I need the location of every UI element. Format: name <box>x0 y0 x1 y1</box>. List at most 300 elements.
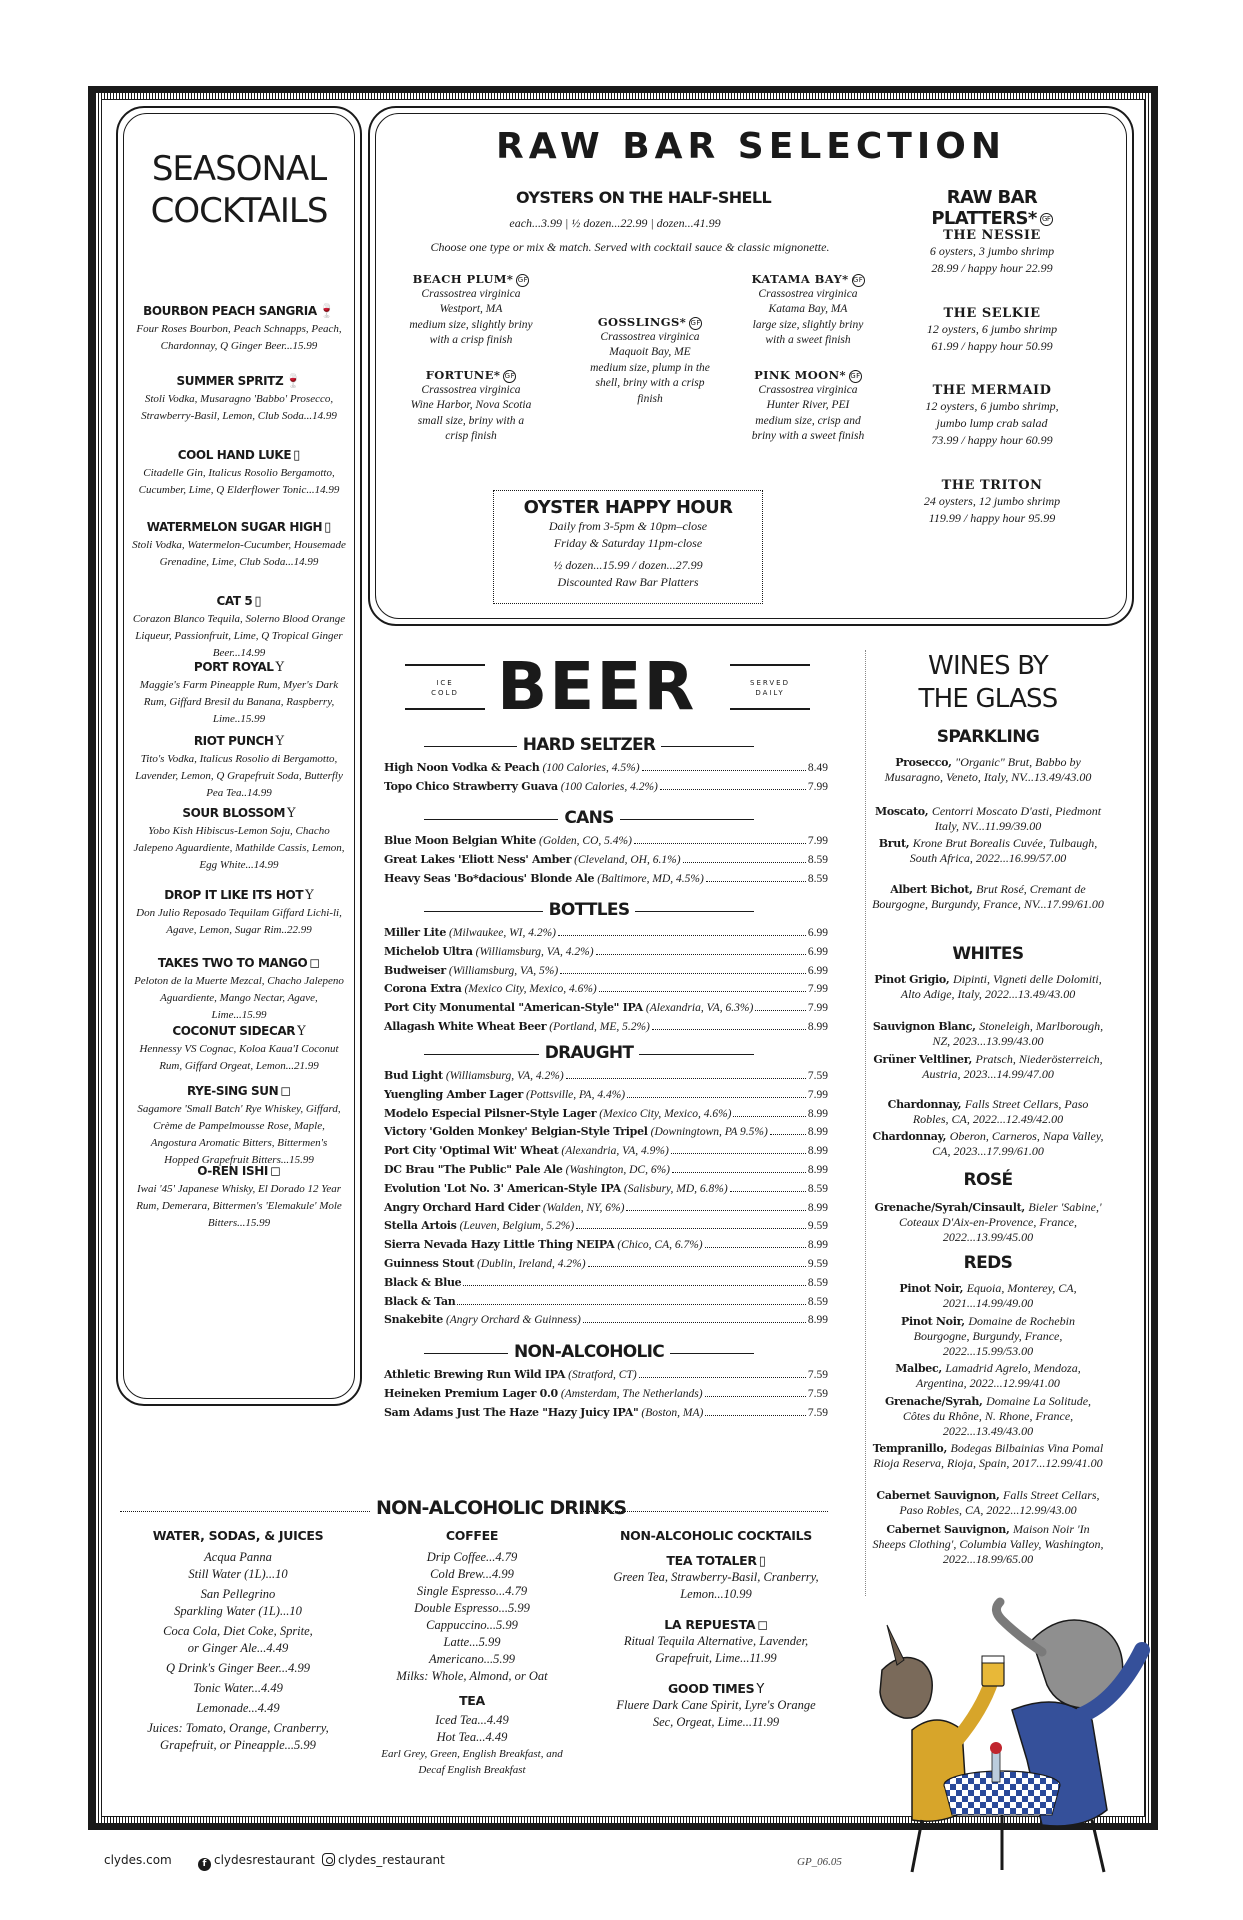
beer-row <box>384 980 828 998</box>
cocktail-description: Hennessy VS Cognac, Koloa Kaua'I Coconut Rum, Giffard Orgeat, Lemon...21.99 <box>139 1043 339 1072</box>
oysters-prices: each...3.99 | ½ dozen...22.99 | dozen...41.99 <box>509 216 721 230</box>
martini-glass-icon: Y <box>305 888 314 903</box>
beer-price: 7.99 <box>807 780 828 793</box>
vase <box>992 1752 1000 1782</box>
beer-section-label <box>384 735 794 755</box>
dot-leader <box>733 1116 805 1117</box>
coupe-glass-icon: Y <box>756 1682 765 1697</box>
beer-name: Miller Lite <box>384 926 447 939</box>
beer-row <box>384 870 828 888</box>
oysters-note: Choose one type or mix & match. Served with cocktail sauce & classic mignonette. <box>430 240 830 254</box>
platters-heading <box>892 187 1092 229</box>
oyster-name: PINK MOON* <box>754 368 846 382</box>
beer-row <box>384 962 828 980</box>
footer-facebook[interactable] <box>198 1853 315 1871</box>
beer-price: 6.99 <box>807 945 828 958</box>
oyster-line: Maquoit Bay, ME <box>609 346 691 358</box>
nac-header <box>596 1553 836 1569</box>
beer-detail: (Amsterdam, The Netherlands) <box>560 1387 703 1400</box>
cocktail-description: Tito's Vodka, Italicus Rosolio di Bergamotto, Lavender, Lemon, Q Grapefruit Soda, Butterfly Pea Tea..14.99 <box>135 753 343 799</box>
happy-hour-line: Discounted Raw Bar Platters <box>557 575 699 589</box>
cocktail-name: COCONUT SIDECAR <box>172 1024 296 1038</box>
beer-row <box>384 1123 828 1141</box>
beer-row <box>384 1255 828 1273</box>
beer-price: 8.99 <box>807 1107 828 1120</box>
dot-leader <box>705 1396 806 1397</box>
coffee-item: Cold Brew...4.99 <box>430 1567 514 1581</box>
beer-row <box>384 1067 828 1085</box>
nac-heading: NON-ALCOHOLIC COCKTAILS <box>619 1528 812 1543</box>
beer-section-title: DRAUGHT <box>539 1043 640 1063</box>
coffee-heading: COFFEE <box>445 1528 499 1543</box>
wine-name: Prosecco, <box>895 756 952 769</box>
cocktail-item <box>128 884 350 939</box>
instagram-handle: clydes_restaurant <box>338 1853 445 1867</box>
dot-leader <box>705 1415 806 1416</box>
cocktail-header <box>128 590 350 609</box>
beer-name: Modelo Especial Pilsner-Style Lager <box>384 1106 597 1120</box>
beer-price: 8.59 <box>807 1182 828 1195</box>
wine-description: Brut Rosé, Cremant de Bourgogne, Burgundy, France, NV...17.99/61.00 <box>872 882 1104 911</box>
wine-name: Sauvignon Blanc, <box>872 1020 976 1033</box>
beer-price: 8.59 <box>807 853 828 866</box>
beer-name: Snakebite <box>384 1313 443 1327</box>
beer-price: 7.99 <box>807 1088 828 1101</box>
cocktail-name: RYE-SING SUN <box>186 1084 279 1098</box>
cocktail-header <box>128 1160 350 1179</box>
platters-heading-text: RAW BAR PLATTERS* <box>931 187 1038 229</box>
beer-section-title: CANS <box>558 808 619 828</box>
nac-name: GOOD TIMES <box>667 1681 755 1696</box>
cocktail-name: TAKES TWO TO MANGO <box>157 956 308 970</box>
wine-item <box>872 1052 1104 1082</box>
beer-wine-divider <box>865 650 866 1596</box>
dot-leader <box>671 1153 806 1154</box>
platter-line: 28.99 / happy hour 22.99 <box>931 261 1053 275</box>
oyster-line: Katama Bay, MA <box>768 303 848 315</box>
cocktail-header <box>128 1020 350 1039</box>
footer-instagram[interactable] <box>322 1853 445 1867</box>
beer-price: 8.99 <box>807 1145 828 1158</box>
oyster-line: Crassostrea virginica <box>421 383 521 396</box>
dot-leader <box>560 973 806 974</box>
dot-leader <box>639 1377 806 1378</box>
nac-line: Green Tea, Strawberry-Basil, Cranberry, <box>613 1570 819 1584</box>
coffee-item: Drip Coffee...4.79 <box>426 1550 518 1564</box>
nac-line: Ritual Tequila Alternative, Lavender, <box>623 1634 809 1648</box>
beer-detail: (100 Calories, 4.2%) <box>560 780 658 793</box>
gluten-free-icon: GF <box>689 317 702 330</box>
oyster-name: FORTUNE* <box>425 368 501 382</box>
water-item: or Ginger Ale...4.49 <box>187 1641 289 1655</box>
dot-leader <box>683 862 806 863</box>
rocks-glass-icon: ◻ <box>309 956 321 971</box>
dot-leader <box>652 1029 806 1030</box>
beer-row <box>384 759 828 777</box>
cocktail-item <box>128 952 350 1024</box>
wine-category-heading: REDS <box>963 1253 1013 1273</box>
nac-item <box>596 1553 836 1603</box>
beer-detail: (Mexico City, Mexico, 4.6%) <box>464 983 597 996</box>
platter-selkie <box>892 306 1092 355</box>
beer-name: Great Lakes 'Eliott Ness' Amber <box>384 852 572 866</box>
beer-detail: (Pottsville, PA, 4.4%) <box>526 1088 626 1101</box>
beer-row <box>384 1366 828 1384</box>
beer-detail: (100 Calories, 4.5%) <box>542 762 640 774</box>
water-item: Q Drink's Ginger Beer...4.99 <box>166 1661 310 1675</box>
beer-name: Victory 'Golden Monkey' Belgian-Style Tripel <box>384 1125 648 1139</box>
nac-header <box>596 1681 836 1697</box>
platter-nessie <box>892 228 1092 277</box>
wines-title-line1: WINES BY <box>928 651 1048 681</box>
cocktail-name: DROP IT LIKE ITS HOT <box>164 888 304 902</box>
coupe-glass-icon: Y <box>275 734 285 749</box>
oyster-line: finish <box>637 392 663 405</box>
wine-name: Pinot Noir, <box>899 1282 964 1295</box>
dot-leader <box>660 789 806 790</box>
coffee-item: Americano...5.99 <box>428 1652 516 1666</box>
cocktail-name: RIOT PUNCH <box>193 734 274 748</box>
dot-leader <box>599 991 806 992</box>
cocktails-title <box>118 148 360 232</box>
beer-price: 8.99 <box>807 1021 828 1033</box>
beer-name: Guinness Stout <box>384 1257 475 1270</box>
beer-row <box>384 1161 828 1179</box>
dot-leader <box>566 1078 806 1079</box>
oyster-line: medium size, slightly briny <box>409 318 533 331</box>
wine-name: Chardonnay, <box>887 1098 962 1111</box>
cocktail-name: BOURBON PEACH SANGRIA <box>143 304 317 318</box>
oysters-heading: OYSTERS ON THE HALF-SHELL <box>516 188 772 207</box>
wine-description: Lamadrid Agrelo, Mendoza, Argentina, 2022...12.99/41.00 <box>916 1361 1081 1390</box>
non-alcoholic-drinks-title: NON-ALCOHOLIC DRINKS <box>376 1497 627 1519</box>
cocktail-description: Don Julio Reposado Tequilam Giffard Lichi-li, Agave, Lemon, Sugar Rim..22.99 <box>136 907 342 936</box>
tea-note: Decaf English Breakfast <box>418 1764 526 1776</box>
beer-name: Corona Extra <box>384 982 462 996</box>
oyster-beach-plum <box>386 272 556 349</box>
wine-description: Krone Brut Borealis Cuvée, Tulbaugh, South Africa, 2022...16.99/57.00 <box>909 836 1098 865</box>
oyster-line: small size, briny with a <box>417 414 525 427</box>
cocktail-name: PORT ROYAL <box>193 660 274 674</box>
wine-name: Pinot Grigio, <box>874 973 950 986</box>
beer-row <box>384 1105 828 1123</box>
rocks-glass-icon: ◻ <box>269 1164 281 1179</box>
beer-detail: (Golden, CO, 5.4%) <box>539 835 632 847</box>
beer-name: Black & Tan <box>384 1294 456 1308</box>
wine-name: Grenache/Syrah/Cinsault, <box>874 1201 1025 1214</box>
tea-note: Earl Grey, Green, English Breakfast, and <box>381 1748 563 1760</box>
water-item: Coca Cola, Diet Coke, Sprite, <box>163 1624 313 1638</box>
beer-price: 8.99 <box>807 1314 828 1327</box>
wine-category-heading: WHITES <box>952 944 1024 964</box>
nac-header <box>596 1617 836 1633</box>
dot-leader <box>730 1191 806 1192</box>
beer-section-heading <box>384 808 794 830</box>
beer-price: 8.59 <box>807 1276 828 1289</box>
oyster-line: Wine Harbor, Nova Scotia <box>410 399 532 411</box>
cocktail-description: Citadelle Gin, Italicus Rosolio Bergamotto, Cucumber, Lime, Q Elderflower Tonic...14.99 <box>138 467 340 496</box>
platter-line: 24 oysters, 12 jumbo shrimp <box>923 494 1061 508</box>
dot-leader <box>463 1285 805 1286</box>
beer-section-title: NON-ALCOHOLIC <box>508 1342 670 1362</box>
water-item: Lemonade...4.49 <box>196 1701 280 1715</box>
cocktail-item <box>128 802 350 874</box>
wine-glass-icon: 🍷 <box>318 304 335 319</box>
wine-name: Malbec, <box>895 1362 942 1375</box>
beer-name: DC Brau "The Public" Pale Ale <box>384 1163 563 1176</box>
dot-leader <box>770 1134 806 1135</box>
wine-description: Dipinti, Vigneti delle Dolomiti, Alto Adige, Italy, 2022...13.49/43.00 <box>900 972 1102 1001</box>
wine-description: Equoia, Monterey, CA, 2021...14.99/49.00 <box>942 1281 1077 1310</box>
beer-price: 7.59 <box>807 1406 828 1419</box>
dot-leader <box>706 881 806 882</box>
wine-glass-icon: 🍷 <box>285 374 302 389</box>
wine-description: Oberon, Carneros, Napa Valley, CA, 2023...17.99/61.00 <box>932 1129 1104 1158</box>
platter-name: THE NESSIE <box>943 228 1041 243</box>
platter-line: jumbo lump crab salad <box>936 416 1048 430</box>
oyster-katama-bay <box>718 272 898 349</box>
donkey-ear <box>887 1625 904 1665</box>
beer-row <box>384 851 828 869</box>
water-item: Juices: Tomato, Orange, Cranberry, <box>147 1721 329 1735</box>
cocktail-header <box>128 884 350 903</box>
water-item: Still Water (1L)...10 <box>188 1567 288 1581</box>
wine-description: Bodegas Bilbainias Vina Pomal Rioja Reserva, Rioja, Spain, 2017...12.99/41.00 <box>873 1441 1104 1470</box>
beer-detail: (Williamsburg, VA, 4.2%) <box>475 945 594 958</box>
beer-price: 9.59 <box>807 1258 828 1270</box>
cocktail-name: COOL HAND LUKE <box>177 448 292 462</box>
wine-item <box>872 1441 1104 1471</box>
oyster-line: crisp finish <box>445 430 497 442</box>
wine-category-heading: SPARKLING <box>936 727 1040 747</box>
wine-item <box>872 972 1104 1002</box>
wine-name: Albert Bichot, <box>890 883 973 896</box>
beer-row <box>384 1293 828 1311</box>
cocktail-header <box>128 656 350 675</box>
beer-name: Stella Artois <box>384 1219 457 1233</box>
raw-bar-title: RAW BAR SELECTION <box>496 126 1006 167</box>
wine-item <box>872 1129 1104 1159</box>
beer-row <box>384 1311 828 1329</box>
beer-price: 7.59 <box>807 1369 828 1381</box>
gluten-free-icon: GF <box>1040 213 1053 226</box>
dot-leader <box>588 1266 806 1267</box>
beer-price: 8.59 <box>807 1295 828 1308</box>
wine-item <box>872 882 1104 912</box>
coffee-item: Single Espresso...4.79 <box>416 1584 528 1598</box>
cocktail-item <box>128 730 350 802</box>
menu-code: GP_06.05 <box>797 1856 842 1868</box>
facebook-icon: f <box>198 1858 211 1871</box>
cocktail-header <box>128 1080 350 1099</box>
oyster-line: with a crisp finish <box>429 334 513 346</box>
beer-row <box>384 1274 828 1292</box>
dot-leader <box>642 770 806 771</box>
cocktail-item <box>128 444 350 499</box>
cocktail-description: Corazon Blanco Tequila, Solerno Blood Orange Liqueur, Passionfruit, Lime, Q Tropical Ginger Beer...14.99 <box>132 613 346 659</box>
wine-name: Pinot Noir, <box>901 1315 965 1328</box>
platter-line: 12 oysters, 6 jumbo shrimp, <box>925 399 1059 413</box>
nac-item <box>596 1617 836 1667</box>
beer-price: 7.99 <box>807 983 828 996</box>
donkey-elephant-illustration <box>842 1580 1152 1880</box>
water-item: Tonic Water...4.49 <box>193 1681 283 1695</box>
nac-line: Lemon...10.99 <box>680 1587 752 1601</box>
dot-leader <box>457 1304 805 1305</box>
beer-section-label <box>384 1342 794 1362</box>
coffee-item: Double Espresso...5.99 <box>414 1601 530 1615</box>
gluten-free-icon: GF <box>849 370 862 383</box>
wine-description: "Organic" Brut, Babbo by Musaragno, Veneto, Italy, NV...13.49/43.00 <box>884 755 1092 784</box>
beer-price: 7.59 <box>807 1070 828 1082</box>
wine-category-heading: ROSÉ <box>963 1170 1013 1190</box>
wine-name: Cabernet Sauvignon, <box>886 1523 1010 1536</box>
beer-row <box>384 832 828 850</box>
water-item: Acqua Panna <box>204 1550 272 1564</box>
wine-item <box>872 1488 1104 1518</box>
beer-name: Yuengling Amber Lager <box>384 1087 523 1101</box>
oyster-fortune <box>386 368 556 445</box>
coupe-glass-icon: Y <box>275 660 285 675</box>
tea-item: Hot Tea...4.49 <box>436 1730 508 1744</box>
cocktail-description: Yobo Kish Hibiscus-Lemon Soju, Chacho Jalepeno Aguardiente, Mathilde Cassis, Lemon, Egg White...14.99 <box>133 825 345 871</box>
tablecloth <box>944 1785 1060 1815</box>
oyster-name: BEACH PLUM* <box>412 272 514 286</box>
beer-price: 7.99 <box>807 1002 828 1015</box>
beer-detail: (Salisbury, MD, 6.8%) <box>623 1182 728 1195</box>
beer-name: Evolution 'Lot No. 3' American-Style IPA <box>384 1181 621 1195</box>
beer-row <box>384 999 828 1017</box>
seasonal-cocktails-panel <box>116 106 362 1406</box>
oyster-happy-hour-box <box>493 490 763 604</box>
non-alcoholic-cocktails <box>596 1528 836 1731</box>
dot-leader <box>627 1097 806 1098</box>
platter-line: 6 oysters, 3 jumbo shrimp <box>929 244 1055 258</box>
beer-detail: (Alexandria, VA, 4.9%) <box>561 1145 669 1158</box>
tag-line: COLD <box>431 689 459 697</box>
beer-detail: (Dublin, Ireland, 4.2%) <box>477 1258 586 1270</box>
cocktail-item <box>128 590 350 662</box>
rocks-glass-icon: ◻ <box>280 1084 292 1099</box>
wine-description: Domaine La Solitude, Côtes du Rhône, N. Rhone, France, 2022...13.49/43.00 <box>902 1394 1092 1438</box>
beer-row <box>384 943 828 961</box>
oyster-line: large size, slightly briny <box>752 318 864 331</box>
footer-website[interactable]: clydes.com <box>104 1853 172 1867</box>
cocktail-header <box>128 370 350 389</box>
wines-title <box>872 650 1104 716</box>
donkey-head <box>880 1658 932 1719</box>
wine-item <box>872 755 1104 785</box>
cocktail-header <box>128 730 350 749</box>
beer-name: Topo Chico Strawberry Guava <box>384 779 558 793</box>
cocktails-title-line1: SEASONAL <box>151 149 327 189</box>
beer-name: Port City Monumental "American-Style" IPA <box>384 1001 643 1015</box>
beer-name: High Noon Vodka & Peach <box>384 761 540 774</box>
beer-row <box>384 1199 828 1217</box>
cocktail-description: Stoli Vodka, Musaragno 'Babbo' Prosecco, Strawberry-Basil, Lemon, Club Soda...14.99 <box>141 393 337 422</box>
cocktail-description: Maggie's Farm Pineapple Rum, Myer's Dark Rum, Giffard Bresil du Banana, Raspberry, Lime..15.99 <box>139 679 339 725</box>
tea-item: Iced Tea...4.49 <box>435 1713 509 1727</box>
dot-leader <box>672 1172 806 1173</box>
beer-section-heading <box>384 735 794 757</box>
beer-detail: (Washington, DC, 6%) <box>565 1164 670 1176</box>
wine-item <box>872 1522 1104 1567</box>
beer-detail: (Walden, NY, 6%) <box>542 1201 625 1214</box>
water-heading: WATER, SODAS, & JUICES <box>152 1528 324 1543</box>
coffee-item: Cappuccino...5.99 <box>426 1618 518 1632</box>
beer-detail: (Williamsburg, VA, 5%) <box>448 964 559 977</box>
beer-row <box>384 778 828 796</box>
beer-price: 9.59 <box>807 1220 828 1233</box>
oyster-line: Crassostrea virginica <box>421 287 521 300</box>
instagram-icon <box>322 1853 335 1866</box>
beer-name: Blue Moon Belgian White <box>384 834 536 847</box>
water-item: Grapefruit, or Pineapple...5.99 <box>160 1738 316 1752</box>
platter-line: 12 oysters, 6 jumbo shrimp <box>926 322 1058 336</box>
beer-name: Port City 'Optimal Wit' Wheat <box>384 1144 559 1158</box>
beer-price: 8.99 <box>807 1164 828 1176</box>
wine-item <box>872 1097 1104 1127</box>
beer-row <box>384 924 828 942</box>
dot-leader <box>634 843 806 844</box>
beer-title: BEER <box>497 648 697 725</box>
beer-price: 6.99 <box>807 927 828 939</box>
cocktail-description: Peloton de la Muerte Mezcal, Chacho Jalepeno Aguardiente, Mango Nectar, Agave, Lime...15.99 <box>134 975 344 1021</box>
beer-price: 8.49 <box>807 762 828 774</box>
dot-leader <box>755 1010 806 1011</box>
na-rule-left <box>120 1511 370 1512</box>
oyster-name: KATAMA BAY* <box>751 272 849 286</box>
wine-item <box>872 804 1104 834</box>
beer-name: Athletic Brewing Run Wild IPA <box>384 1368 566 1381</box>
dot-leader <box>596 954 806 955</box>
cocktail-item <box>128 300 350 355</box>
cocktail-name: O-REN ISHI <box>197 1164 268 1178</box>
beer-row <box>384 1236 828 1254</box>
beer-row <box>384 1217 828 1235</box>
wine-description: Stoneleigh, Marlborough, NZ, 2023...13.99/43.00 <box>932 1019 1104 1048</box>
happy-hour-line: ½ dozen...15.99 / dozen...27.99 <box>553 558 703 572</box>
beer-section-title: HARD SELTZER <box>517 735 662 755</box>
beer-section-heading <box>384 1342 794 1364</box>
coffee-tea <box>362 1528 582 1778</box>
beer-name: Heavy Seas 'Bo*dacious' Blonde Ale <box>384 871 595 885</box>
wine-description: Falls Street Cellars, Paso Robles, CA, 2022...12.99/43.00 <box>899 1488 1100 1517</box>
cocktail-item <box>128 656 350 728</box>
wine-item <box>872 1200 1104 1245</box>
facebook-handle: clydesrestaurant <box>214 1853 315 1867</box>
beer-price: 8.99 <box>807 1239 828 1252</box>
oyster-name: GOSSLINGS* <box>597 315 687 329</box>
wine-name: Brut, <box>878 837 910 850</box>
rose-icon <box>990 1742 1002 1754</box>
beer-detail: (Mexico City, Mexico, 4.6%) <box>599 1107 732 1120</box>
beer-section-label <box>384 1043 794 1063</box>
cocktail-header <box>128 444 350 463</box>
highball-glass-icon: ▯ <box>324 520 332 535</box>
tag-line: ICE <box>436 679 454 687</box>
cocktail-header <box>128 952 350 971</box>
oyster-line: Crassostrea virginica <box>600 330 700 343</box>
water-item: San Pellegrino <box>200 1587 276 1601</box>
oyster-line: Westport, MA <box>439 303 503 315</box>
cocktail-header <box>128 300 350 319</box>
beer-price: 6.99 <box>807 964 828 977</box>
beer-detail: (Alexandria, VA, 6.3%) <box>645 1002 754 1015</box>
beer-price: 7.99 <box>807 835 828 847</box>
ice-cold-tag <box>405 664 485 710</box>
served-daily-tag <box>730 664 810 710</box>
